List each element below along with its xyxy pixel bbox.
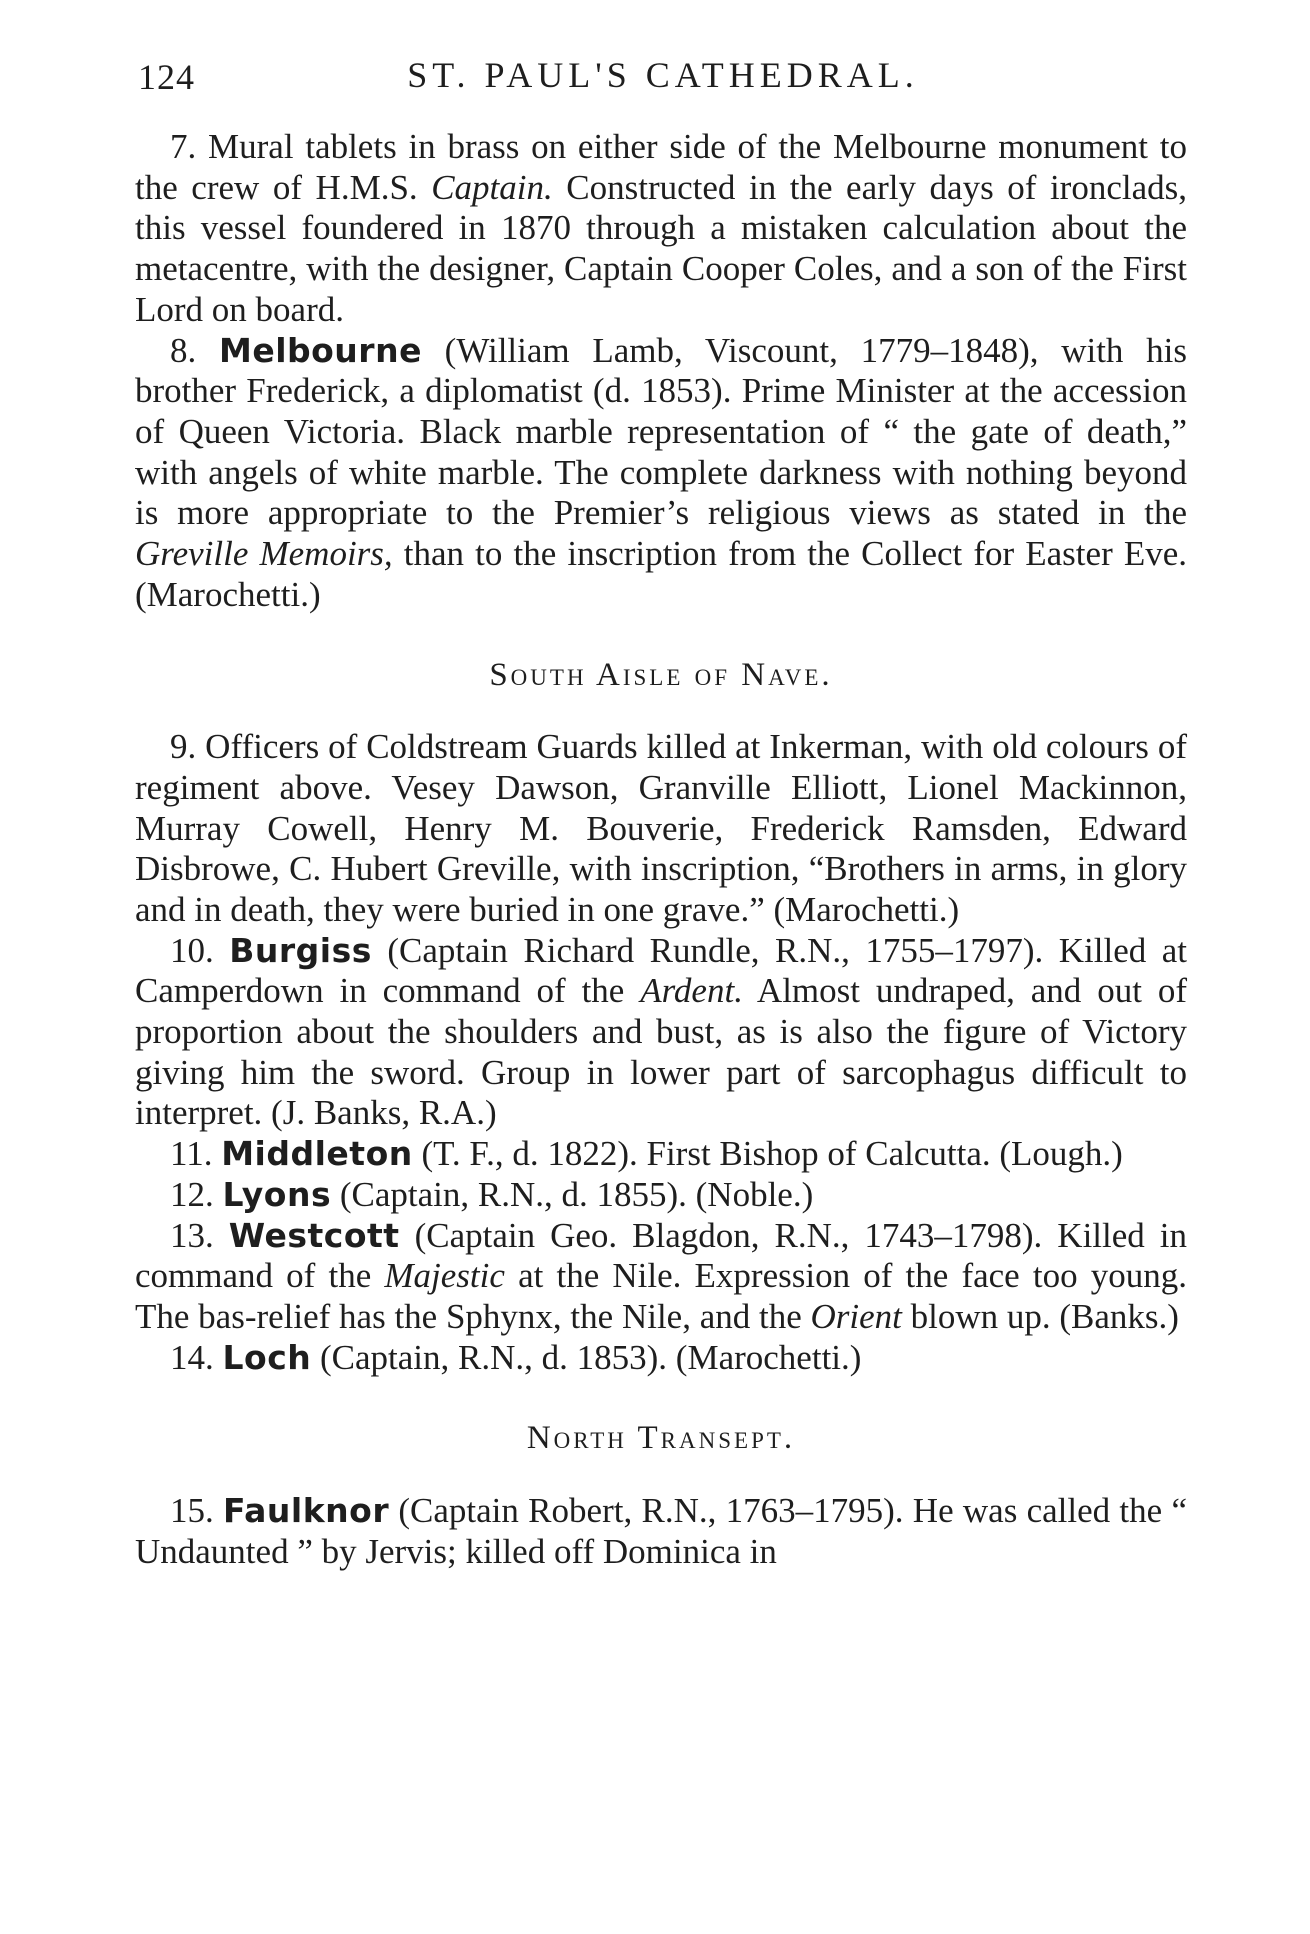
entry-number: 7. bbox=[170, 127, 197, 166]
page-body bbox=[135, 127, 1187, 1573]
entry-text-cont: at the Nile. Expression of the face too young. The bas-relief has the Sphynx, the Nile, and the bbox=[135, 1256, 1187, 1336]
entry-number: 12. bbox=[170, 1174, 214, 1214]
entry-text-cont: Constructed in the early days of ironclads, this vessel foundered in 1870 through a mistaken calculation about the metacentre, with the designer, Captain Cooper Coles, and a son of the First Lord on board. bbox=[135, 167, 1187, 329]
entry-11 bbox=[135, 1134, 1187, 1175]
entry-text: (Captain Robert, R.N., 1763–1795). He was called the “ Undaunted ” by Jervis; killed off Dominica in bbox=[135, 1491, 1188, 1571]
entry-number: 15. bbox=[170, 1491, 214, 1531]
entry-name: Loch bbox=[222, 1337, 312, 1377]
ship-name: Ardent. bbox=[640, 971, 743, 1011]
entry-name: Burgiss bbox=[229, 930, 372, 970]
entry-number: 11. bbox=[170, 1134, 213, 1174]
entry-text: (Captain Richard Rundle, R.N., 1755–1797). Killed at Camperdown in command of the bbox=[135, 930, 1188, 1011]
entry-number: 14. bbox=[170, 1337, 214, 1377]
entry-number: 9. bbox=[170, 727, 197, 767]
entry-text: Officers of Coldstream Guards killed at Inkerman, with old colours of regiment above. Vesey Dawson, Granville Elliott, Lionel Mackinnon, Murray Cowell, Henry M. Bouverie, Frederick Ramsden, Edward Disbrowe, C. Hubert Greville, with inscription, “Brothers in arms, in glory and in death, they were buried in one grave.” (Marochetti.) bbox=[135, 727, 1187, 929]
entry-13 bbox=[135, 1216, 1187, 1338]
entry-text: (Captain Geo. Blagdon, R.N., 1743–1798). Killed in command of the bbox=[135, 1215, 1188, 1296]
entry-name: Faulknor bbox=[223, 1491, 390, 1531]
section-heading-south-aisle: South Aisle of Nave. bbox=[489, 657, 833, 694]
entry-text-end: blown up. (Banks.) bbox=[901, 1296, 1179, 1336]
entry-name: Lyons bbox=[222, 1174, 332, 1214]
book-title: Greville Memoirs, bbox=[135, 534, 393, 574]
running-title: ST. PAUL'S CATHEDRAL. bbox=[407, 55, 919, 95]
entry-name: Melbourne bbox=[218, 330, 422, 370]
entry-text: (Captain, R.N., d. 1855). (Noble.) bbox=[331, 1174, 814, 1214]
entry-number: 10. bbox=[170, 930, 214, 970]
entry-text: (William Lamb, Viscount, 1779–1848), with his brother Frederick, a diplomatist (d. 1853). Prime Minister at the accession of Queen Victoria. Black marble representation of “ the gate of death,” with angels of white marble. The complete darkness with nothing beyond is more appropriate to the Premier’s religious views as stated in the bbox=[135, 330, 1188, 533]
entry-text: (Captain, R.N., d. 1853). (Marochetti.) bbox=[311, 1337, 862, 1377]
ship-name: Captain. bbox=[431, 167, 553, 207]
entry-name: Middleton bbox=[221, 1134, 413, 1174]
entry-text: Mural tablets in brass on either side of the Melbourne monument to the crew of H.M.S. bbox=[135, 127, 1187, 207]
entry-12 bbox=[135, 1175, 1187, 1216]
entry-14 bbox=[135, 1338, 1187, 1379]
entry-text: (T. F., d. 1822). First Bishop of Calcutta. (Lough.) bbox=[412, 1134, 1123, 1174]
page-header bbox=[138, 50, 1188, 100]
entry-number: 13. bbox=[170, 1215, 214, 1255]
ship-name: Majestic bbox=[384, 1256, 505, 1296]
page-number: 124 bbox=[138, 57, 195, 97]
entry-10 bbox=[135, 931, 1187, 1135]
section-heading-north-transept: North Transept. bbox=[526, 1420, 796, 1457]
entry-text-cont: than to the inscription from the Collect for Easter Eve. (Marochetti.) bbox=[135, 534, 1187, 614]
entry-15 bbox=[135, 1491, 1187, 1572]
entry-name: Westcott bbox=[228, 1215, 400, 1255]
entry-number: 8. bbox=[170, 330, 197, 370]
entry-9 bbox=[135, 727, 1187, 931]
entry-7 bbox=[135, 127, 1187, 331]
entry-text-cont: Almost undraped, and out of proportion about the shoulders and bust, as is also the figure of Victory giving him the sword. Group in lower part of sarcophagus difficult to interpret. (J. Banks, R.A.) bbox=[135, 971, 1187, 1133]
entry-8 bbox=[135, 331, 1187, 616]
ship-name-2: Orient bbox=[810, 1296, 902, 1336]
